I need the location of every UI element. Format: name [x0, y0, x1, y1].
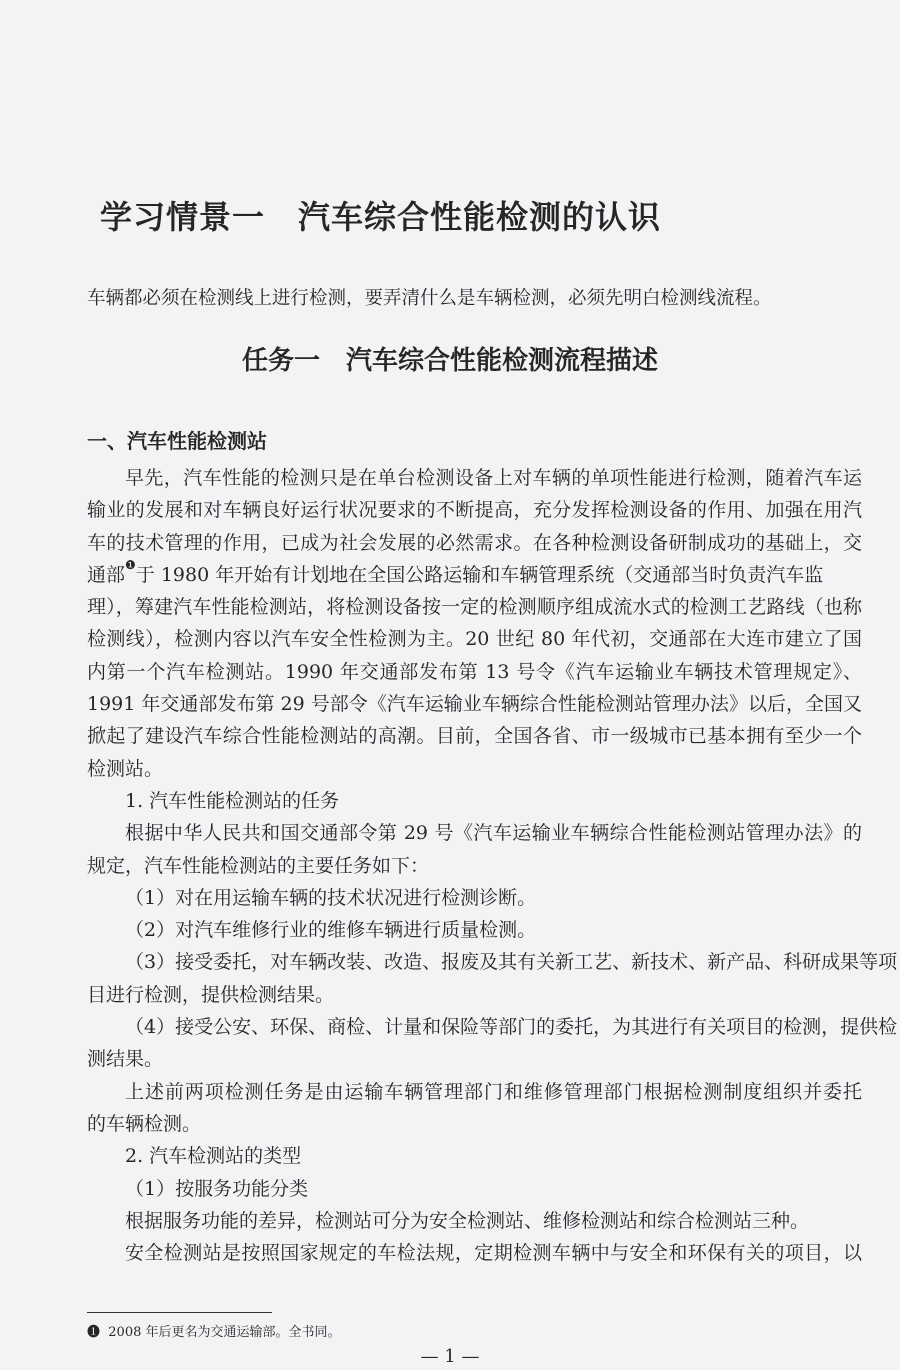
text-line: 理），筹建汽车性能检测站，将检测设备按一定的检测顺序组成流水式的检测工艺路线（也称: [87, 596, 862, 619]
text-line: 规定，汽车性能检测站的主要任务如下：: [87, 854, 430, 877]
text-line: 车的技术管理的作用，已成为社会发展的必然需求。在各种检测设备研制成功的基础上，交: [87, 531, 862, 554]
subheading: 1. 汽车性能检测站的任务: [125, 789, 340, 812]
footnote-divider: [87, 1312, 272, 1313]
text-line: 上述前两项检测任务是由运输车辆管理部门和维修管理部门根据检测制度组织并委托: [125, 1080, 862, 1103]
text-line: 目进行检测，提供检测结果。: [87, 983, 335, 1006]
section-title: 一、汽车性能检测站: [87, 429, 267, 453]
task-title: 任务一 汽车综合性能检测流程描述: [241, 346, 658, 376]
list-item: （2）对汽车维修行业的维修车辆进行质量检测。: [125, 919, 537, 942]
subheading: 2. 汽车检测站的类型: [125, 1145, 302, 1168]
text-fragment: 于 1980 年开始有计划地在全国公路运输和车辆管理系统（交通部当时负责汽车监: [135, 563, 824, 586]
text-line: 根据服务功能的差异，检测站可分为安全检测站、维修检测站和综合检测站三种。: [125, 1209, 810, 1232]
text-line: 安全检测站是按照国家规定的车检法规，定期检测车辆中与安全和环保有关的项目，以: [125, 1242, 862, 1265]
text-line: 测结果。: [87, 1048, 164, 1071]
intro-text: 车辆都必须在检测线上进行检测，要弄清什么是车辆检测，必须先明白检测线流程。: [87, 288, 772, 309]
text-line: 输业的发展和对车辆良好运行状况要求的不断提高，充分发挥检测设备的作用、加强在用汽: [87, 499, 862, 522]
text-line: 检测线），检测内容以汽车安全性检测为主。20 世纪 80 年代初，交通部在大连市建立了国: [87, 628, 862, 651]
list-item: （3）接受委托，对车辆改装、改造、报废及其有关新工艺、新技术、新产品、科研成果等项: [125, 951, 898, 974]
text-line: 根据中华人民共和国交通部令第 29 号《汽车运输业车辆综合性能检测站管理办法》的: [125, 822, 862, 845]
footnote-ref[interactable]: ❶: [125, 557, 136, 572]
chapter-title: 学习情景一 汽车综合性能检测的认识: [100, 198, 662, 236]
list-item: （4）接受公安、环保、商检、计量和保险等部门的委托，为其进行有关项目的检测，提供检: [125, 1016, 898, 1039]
text-line: 检测站。: [87, 757, 164, 780]
text-line: 掀起了建设汽车综合性能检测站的高潮。目前，全国各省、市一级城市已基本拥有至少一个: [87, 725, 862, 748]
footnote: [87, 1321, 341, 1340]
page-number: — 1 —: [420, 1346, 480, 1367]
text-line: [87, 559, 862, 591]
body-text: [87, 462, 898, 1269]
text-line: 1991 年交通部发布第 29 号部令《汽车运输业车辆综合性能检测站管理办法》以后，全国又: [87, 693, 862, 716]
text-line: 内第一个汽车检测站。1990 年交通部发布第 13 号令《汽车运输业车辆技术管理规定》、: [87, 660, 862, 683]
list-item: （1）对在用运输车辆的技术状况进行检测诊断。: [125, 886, 537, 909]
text-fragment: 通部: [87, 563, 126, 586]
text-line: 的车辆检测。: [87, 1112, 202, 1135]
text-line: 早先，汽车性能的检测只是在单台检测设备上对车辆的单项性能进行检测，随着汽车运: [125, 467, 862, 489]
footnote-text: 2008 年后更名为交通运输部。全书同。: [108, 1325, 341, 1340]
footnote-marker: ❶: [87, 1325, 101, 1340]
subheading: （1）按服务功能分类: [125, 1177, 309, 1200]
